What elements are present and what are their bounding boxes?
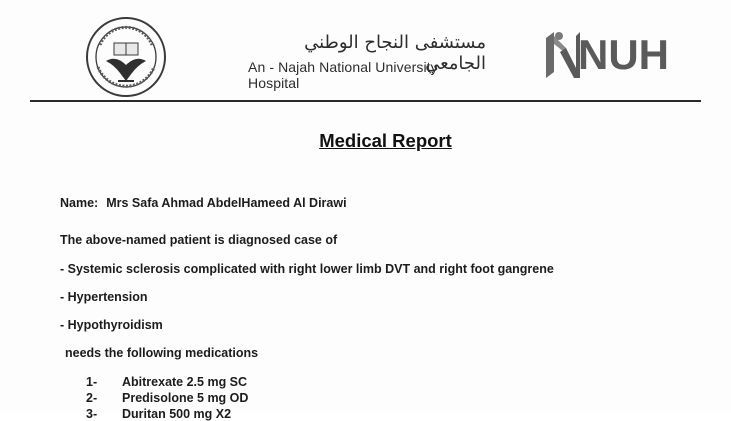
medication-text: Predisolone 5 mg OD [122,391,249,405]
diagnosis-intro: The above-named patient is diagnosed case of [60,233,338,247]
patient-name: Mrs Safa Ahmad AbdelHameed Al Dirawi [106,196,347,210]
diagnosis-item: - Systemic sclerosis complicated with right lower limb DVT and right foot gangrene [60,262,554,276]
medications-intro: needs the following medications [65,346,259,360]
patient-name-line [60,196,347,210]
medication-item [86,375,247,389]
medication-item [86,407,231,421]
medication-text: Duritan 500 mg X2 [122,407,232,421]
hospital-name-arabic: مستشفى النجاح الوطني الجامعي [304,32,486,74]
header-divider [30,100,701,102]
medication-text: Abitrexate 2.5 mg SC [122,375,248,389]
diagnosis-item: - Hypothyroidism [60,318,163,332]
medication-number: 2- [86,391,98,405]
nuh-logo-text: NUH [578,31,669,78]
medication-item [86,391,248,405]
name-label: Name: [60,196,99,210]
university-seal-logo [84,15,168,99]
medication-number: 3- [86,407,98,421]
report-title: Medical Report [319,130,452,151]
medication-number: 1- [86,375,98,389]
hospital-name-english: An - Najah National University Hospital [248,59,438,91]
diagnosis-item: - Hypertension [60,290,148,304]
